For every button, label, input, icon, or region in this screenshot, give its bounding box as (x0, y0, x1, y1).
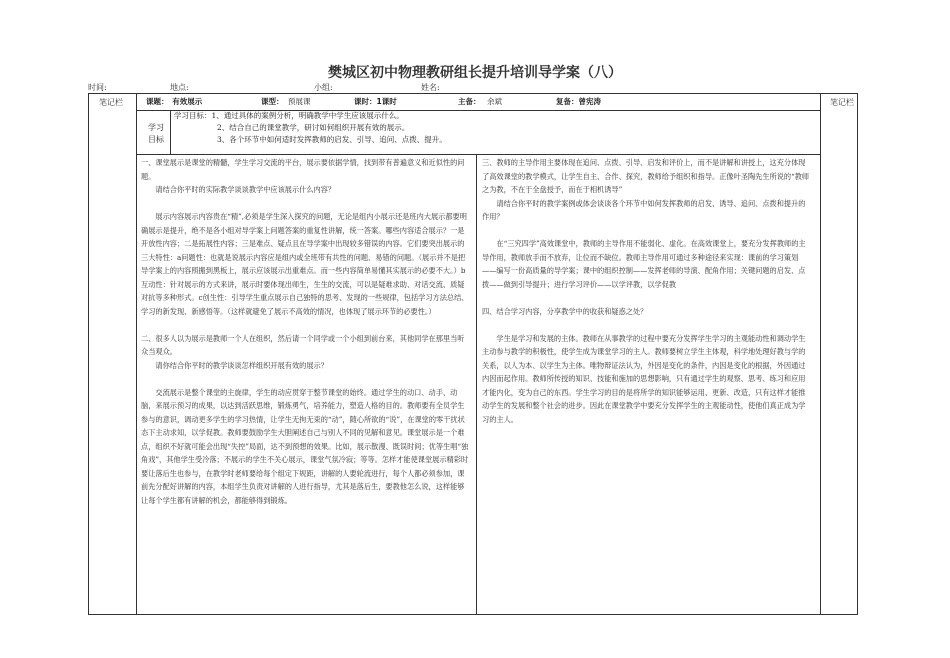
meta-name: 姓名: (421, 83, 440, 92)
paragraph: 展示内容展示内容贵在“精”,必须是学生深入探究的问题，无论是组内小展示还是班内大展示都要明确展示是提升，绝不是各小组对导学案上问题答案的重复性讲解，统一答案。哪些内容适合展示？一是开放性内容；二是拓展性内容；三是难点、疑点且在导学案中出现较多错误的内容。它们要突出展示的三大特性：a问题性：也就是说展示内容应是组内或全班带有共性的问题、易错的问题。（展示并不是把导学案上的内容照搬到黑板上，展示应该展示出重难点。而一些内容简单易懂其实展示的必要不大。）b互动性：针对展示的方式来讲，展示时要体现出师生，生生的交流，可以是疑难求助、对话交流、质疑对抗等多种形式。c创生性：引导学生重点展示自己独特的思考、发现的一些规律，包括学习方法总结、学习的新发现、新感悟等。（这样就避免了展示不高效的情况，也体现了展示环节的必要性。） (141, 212, 469, 316)
host-value: 余斌 (487, 97, 502, 106)
left-margin-divider (136, 94, 137, 614)
meta-time: 时间: (88, 83, 107, 92)
right-column (482, 156, 810, 426)
goal-line-1: 学习目标：1、通过具体的案例分析，明确教学中学生应该展示什么。 (174, 111, 404, 120)
paragraph: 二、很多人以为展示是教师一个人在组织，然后请一个同学或一个小组到前台来，其他同学在那里当听众当观众。 (141, 333, 465, 356)
lesson-hours: 课时：1课时 (354, 97, 397, 106)
paragraph: 在“三究四学”高效课堂中，教师的主导作用不能弱化、虚化。在高效课堂上，要充分发挥教师的主导作用，教师放手而不放弃，让位而不缺位。教师主导作用可通过多种途径来实现：课前的学习策划——编写一份高质量的导学案；课中的组织控制——发挥老师的导演、配角作用；关键问题的启发、点拨——做到引导提升；进行学习评价——以学评教，以学促教 (482, 239, 806, 289)
spacer (482, 318, 810, 332)
page-title: 樊城区初中物理教研组长提升培训导学案（八） (328, 65, 622, 81)
paragraph: 交流展示是整个课堂的主旋律，学生的动应贯穿于整节课堂的始终。通过学生的动口、动手、动脑，来展示预习的成果，以达到活跃思维，锻炼勇气，培养能力，塑造人格的目的。教师要有全员学生参与的意识，调动更多学生的学习热情，让学生无拘无束的“动”，随心所欲的“说”，在课堂的零干扰状态下主动求知，以学促教。教师要鼓励学生大胆阐述自己与别人不同的见解和意见。课堂展示是一个难点，组织不好就可能会出现“失控”局面，达不到预想的效果。比如，展示散漫、既误时间；优等生唱“独角戏”，其他学生受冷落；不展示的学生不关心展示，课堂气氛冷寂；等等。怎样才能使课堂展示精彩时要让落后生也参与，在教学时老师要给每个组定下规距，讲解的人要轮流进行，每个人都必须参加，课前先分配好讲解的内容，本组学生负责对讲解的人进行指导，尤其是落后生，要教他怎么说，这样能够让每个学生都有讲解的机会，都能够得到锻炼。 (141, 387, 469, 505)
lesson-type-label: 课型： (261, 97, 284, 106)
paragraph: 三、教师的主导作用主要体现在追问、点拨、引导、启发和评价上，而不是讲解和讲授上，这充分体现了高效课堂的教学模式，让学生自主、合作、探究，教师给予组织和指导。正像叶圣陶先生所说的“教师之为教，不在于全盘授予，而在于相机诱导” (482, 158, 810, 194)
notes-label-left: 笔记栏 (99, 98, 123, 107)
spacer (141, 372, 471, 386)
spacer (482, 291, 810, 305)
spacer (141, 197, 471, 211)
right-margin-divider (820, 94, 821, 614)
notes-label-right: 笔记栏 (830, 98, 854, 107)
spacer (482, 224, 810, 238)
paragraph: 请结合你平时的实际教学谈谈教学中应该展示什么内容？ (155, 185, 336, 194)
lesson-topic: 课题： 有效展示 (146, 97, 203, 106)
column-divider (476, 154, 477, 614)
paragraph: 请结合你平时的教学案例或体会谈谈各个环节中如何发挥教师的启发、诱导、追问、点拨和提升的作用？ (482, 198, 806, 221)
left-column (141, 156, 471, 507)
goal-line-2: 2、结合自己的课堂教学，研讨如何组织开展有效的展示。 (217, 123, 410, 132)
paragraph: 一、课堂展示是课堂的精髓，学生学习交流的平台，展示要依据学情，找到带有普遍意义和近似性的问题。 (141, 158, 465, 181)
paragraph: 四、结合学习内容，分享教学中的收获和疑惑之处？ (482, 306, 648, 316)
meta-place: 地点: (170, 83, 189, 92)
goal-line-3: 3、各个环节中如何适时发挥教师的启发、引导、追问、点拨、提升。 (217, 135, 447, 144)
paragraph: 学生是学习和发展的主体。教师在从事教学的过程中要充分发挥学生学习的主观能动性和调动学生主动参与教学的积极性，使学生成为课堂学习的主人。教师要树立学生主体观，科学地处理好教与学的关系，以人为本、以学生为主体。唯物辩证法认为，外因是变化的条件，内因是变化的根据，外因通过内因而起作用。教师所传授的知识、技能和施加的思想影响，只有通过学生的观察、思考、练习和应用才能内化，变为自己的东西。学生学习的目的是将所学的知识能够运用、更新、改造，只有这样才能推动学生的发展和整个社会的进步。因此在课堂教学中要充分发挥学生的主观能动性，使他们真正成为学习的主人。 (482, 333, 806, 424)
learning-goals (174, 110, 734, 146)
lesson-info-row (55, 94, 787, 108)
review-teacher: 复备：曾宪涛 (556, 97, 601, 106)
lesson-type-value: 预展课 (288, 97, 311, 106)
goal-label-divider (170, 110, 171, 154)
spacer (141, 318, 471, 332)
goals-divider (136, 154, 820, 155)
paragraph: 请你结合你平时的教学谈谈怎样组织开展有效的展示？ (155, 360, 328, 370)
host-label: 主备： (458, 97, 481, 106)
goal-label: 学习目标 (148, 123, 164, 144)
meta-group: 小组: (314, 83, 333, 92)
